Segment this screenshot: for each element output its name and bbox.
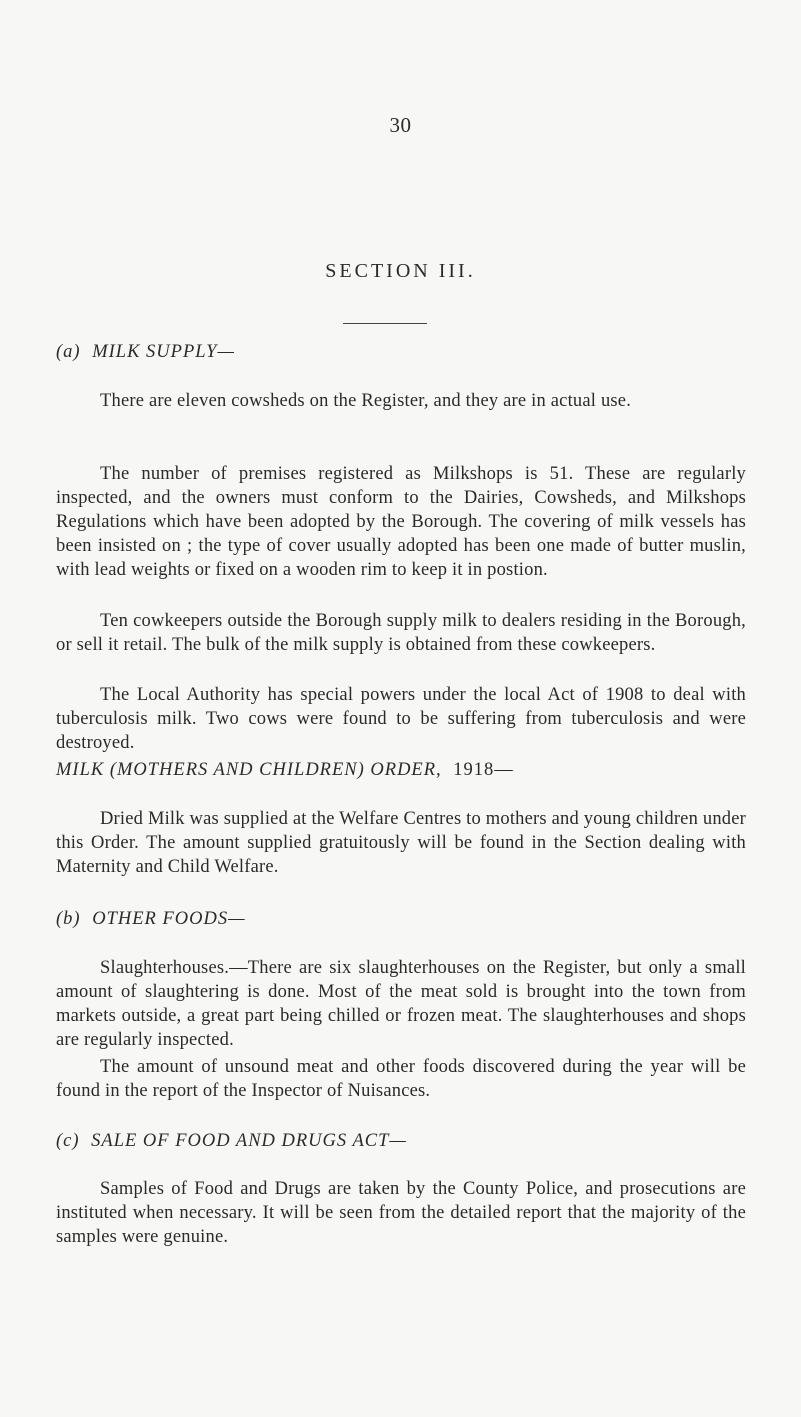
paragraph-tuberculosis: The Local Authority has special powers under the local Act of 1908 to deal with tuberculosis milk. Two cows were found to be suffering from tuberculosis and were destroyed. [56, 685, 746, 753]
paragraph-samples: Samples of Food and Drugs are taken by the County Police, and prosecutions are instituted when necessary. It will be seen from the detailed report that the majority of the samples were genuine. [56, 1179, 746, 1247]
heading-other-foods [56, 907, 746, 931]
heading-milk-order [56, 758, 746, 782]
heading-letter: (b) [56, 909, 81, 929]
heading-title: SALE OF FOOD AND DRUGS ACT— [91, 1131, 407, 1151]
paragraph-unsound-meat: The amount of unsound meat and other foods discovered during the year will be found in the report of the Inspector of Nuisances. [56, 1057, 746, 1101]
page-number: 30 [389, 113, 412, 137]
paragraph-slaughterhouses: Slaughterhouses.—There are six slaughterhouses on the Register, but only a small amount of slaughtering is done. Most of the meat sold is brought into the town from markets outside, a great part being chilled or frozen meat. The slaughterhouses and shops are regularly inspected. [56, 958, 746, 1050]
heading-milk-supply [56, 340, 746, 364]
heading-letter: (a) [56, 342, 81, 362]
divider-rule [343, 323, 427, 324]
heading-food-drugs-act [56, 1129, 746, 1153]
heading-year: 1918— [453, 760, 514, 780]
paragraph-milkshops: The number of premises registered as Milkshops is 51. These are regularly inspected, and the owners must conform to the Dairies, Cowsheds, and Milkshops Regulations which have been adopted by the Borough. The covering of milk vessels has been insisted on ; the type of cover usually adopted has been one made of butter muslin, with lead weights or fixed on a wooden rim to keep it in postion. [56, 464, 746, 580]
paragraph-dried-milk: Dried Milk was supplied at the Welfare Centres to mothers and young children under this Order. The amount supplied gratuitously will be found in the Section dealing with Maternity and Child Welfare. [56, 809, 746, 877]
heading-title: MILK SUPPLY— [92, 342, 235, 362]
paragraph-cowkeepers: Ten cowkeepers outside the Borough supply milk to dealers residing in the Borough, or sell it retail. The bulk of the milk supply is obtained from these cowkeepers. [56, 611, 746, 655]
paragraph-cowsheds: There are eleven cowsheds on the Register, and they are in actual use. [100, 391, 632, 411]
heading-title: OTHER FOODS— [92, 909, 246, 929]
heading-title: MILK (MOTHERS AND CHILDREN) ORDER, [56, 760, 442, 780]
heading-letter: (c) [56, 1131, 80, 1151]
section-title: SECTION III. [325, 260, 476, 282]
